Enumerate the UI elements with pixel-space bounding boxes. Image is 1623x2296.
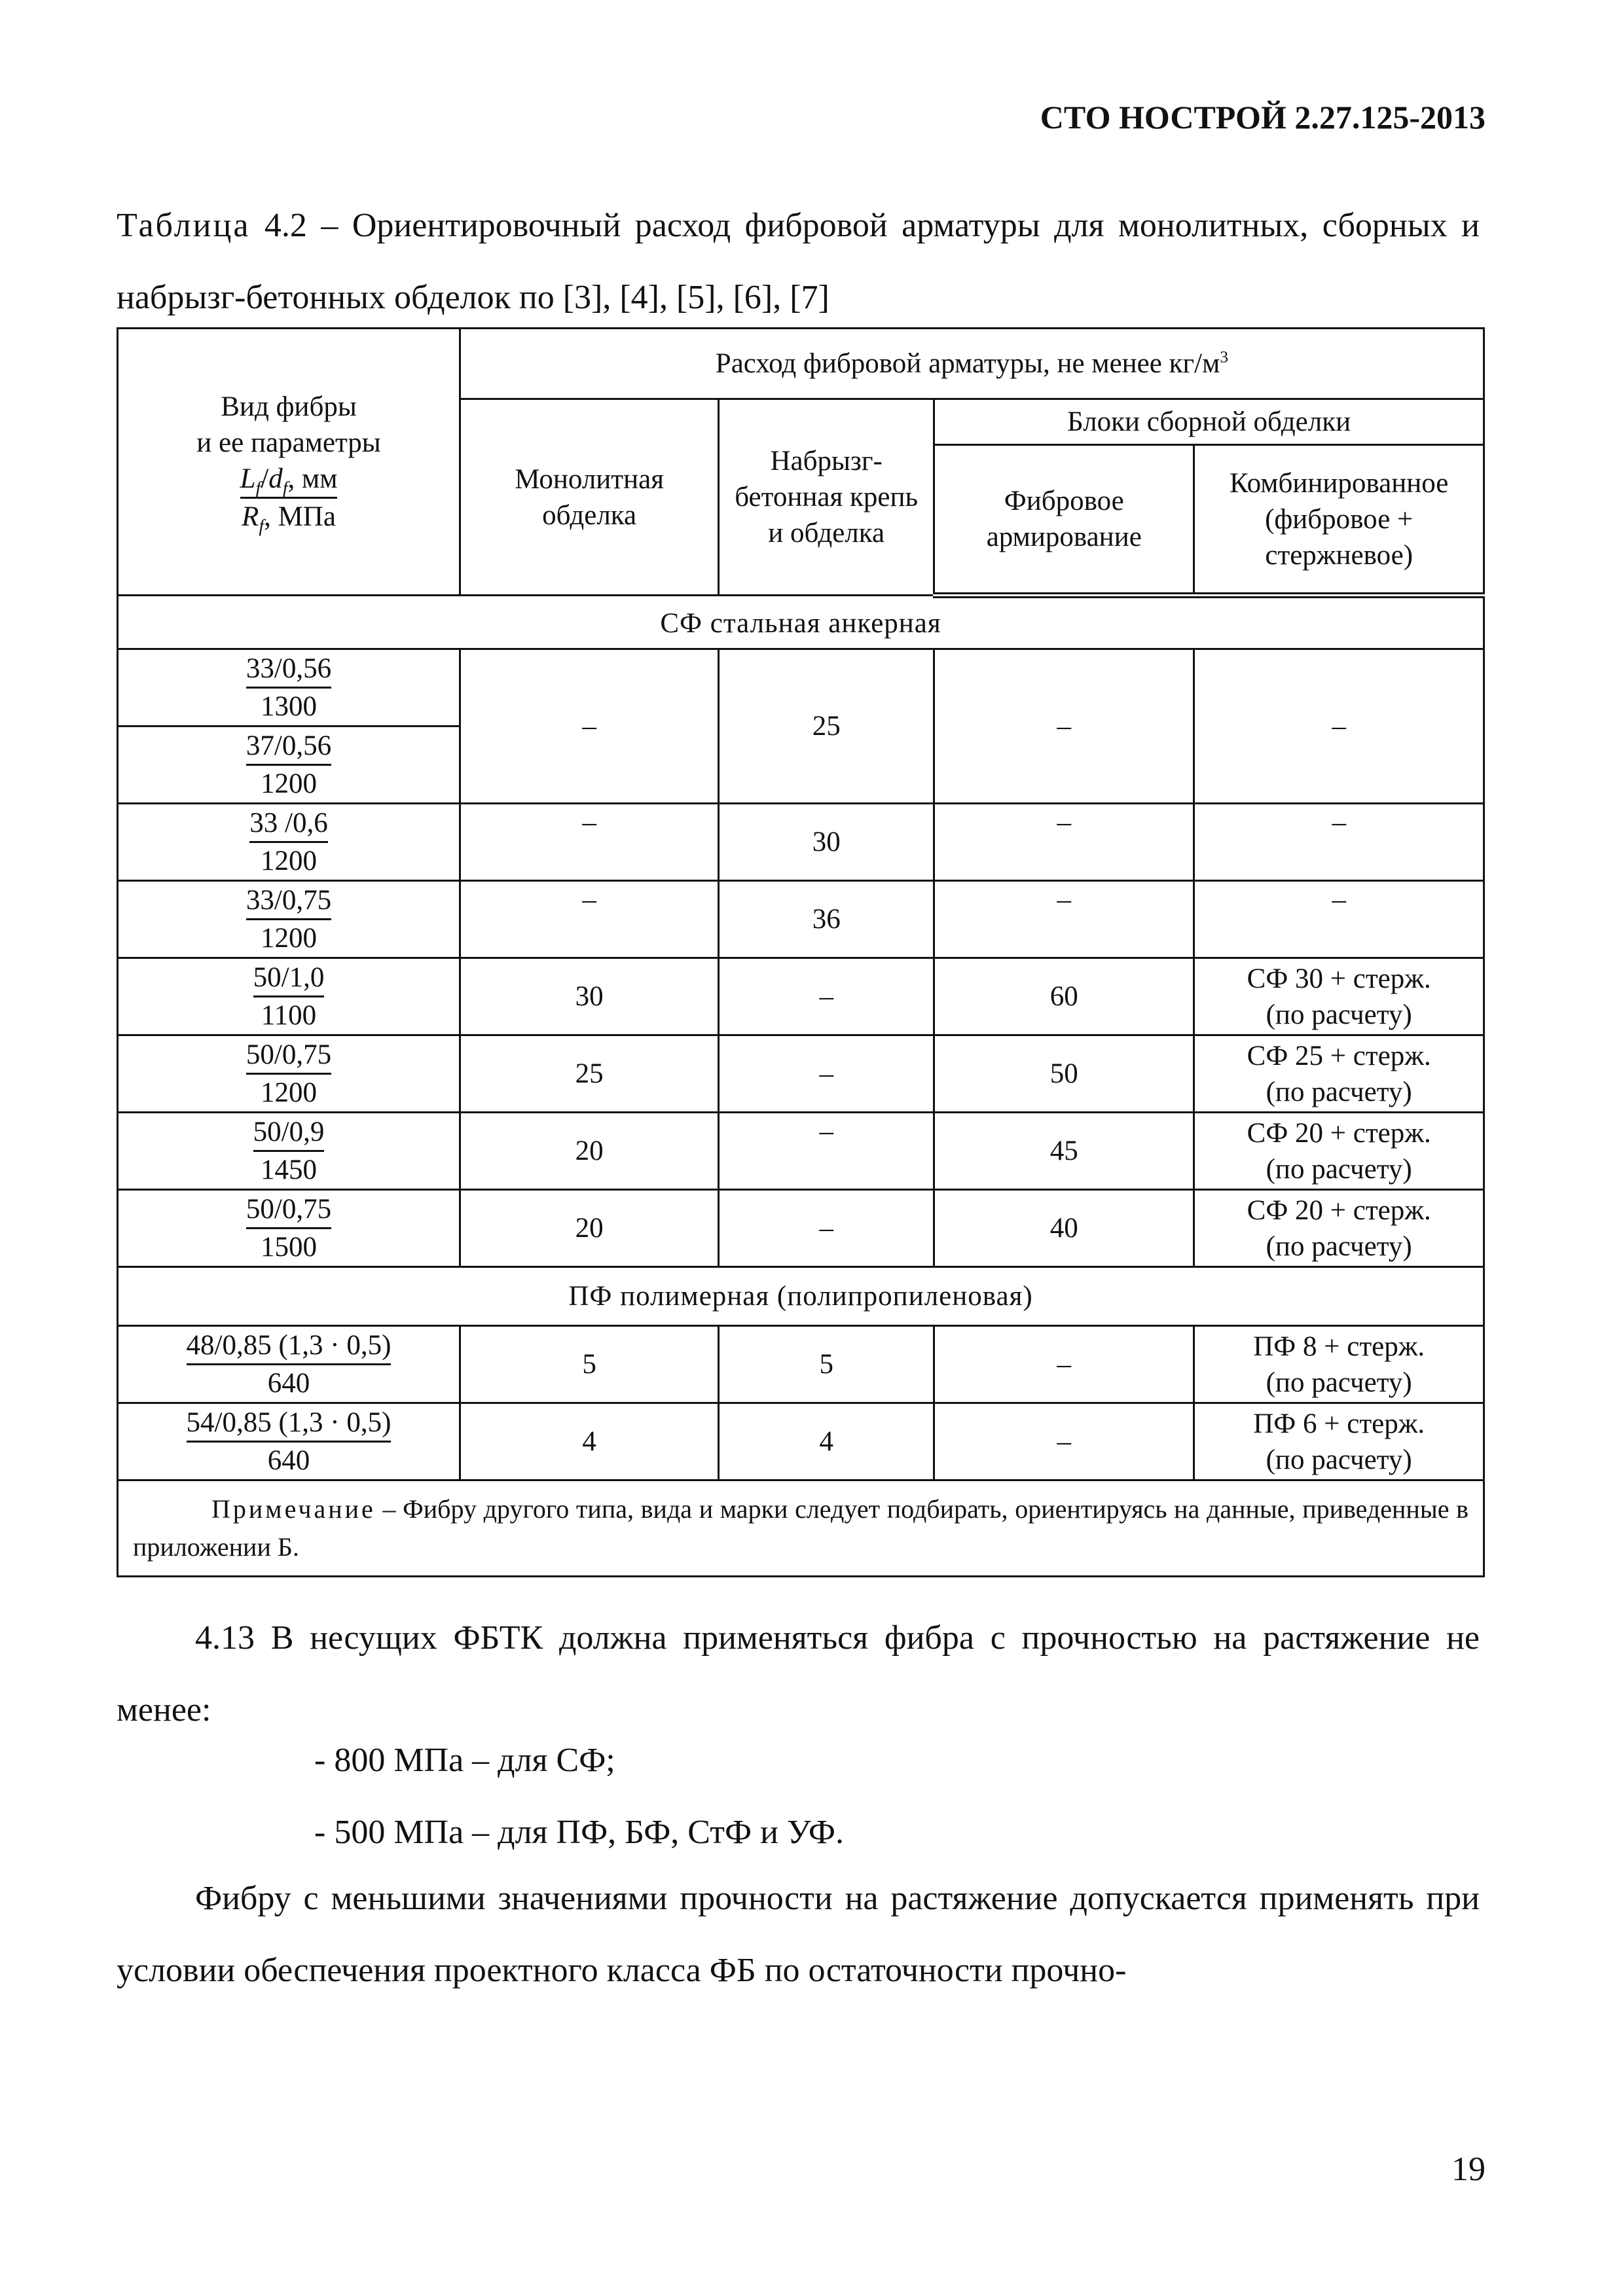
fiber-param-num: 54/0,85 (1,3 · 0,5)	[187, 1405, 392, 1443]
combined-line2: (по расчету)	[1266, 1076, 1412, 1107]
unit-mm: , мм	[287, 463, 338, 494]
cell-monolith: 20	[460, 1190, 718, 1267]
cell-combined	[1194, 1035, 1484, 1113]
combined-line2: (по расчету)	[1266, 999, 1412, 1030]
table-row-fiber	[118, 1190, 460, 1267]
symbol-d: d	[268, 463, 283, 494]
table-row-fiber	[118, 1035, 460, 1113]
cell-monolith: –	[460, 804, 718, 881]
cell-spray: 36	[719, 881, 934, 958]
fiber-param-num: 33 /0,6	[249, 805, 327, 843]
combined-line2: (по расчету)	[1266, 1230, 1412, 1262]
combined-line2: (по расчету)	[1266, 1367, 1412, 1398]
fiber-param-den: 1200	[260, 1077, 317, 1108]
header-consumption-sup: 3	[1220, 347, 1229, 367]
cell-fiber: –	[934, 1403, 1194, 1480]
cell-monolith: 4	[460, 1403, 718, 1480]
table-row-fiber	[118, 804, 460, 881]
fiber-param-den: 1500	[260, 1232, 317, 1263]
document-code: СТО НОСТРОЙ 2.27.125-2013	[1040, 99, 1486, 135]
combined-line1: СФ 30 + стерж.	[1247, 963, 1431, 994]
fiber-consumption-table	[117, 327, 1485, 1577]
cell-fiber: –	[934, 1326, 1194, 1403]
cell-combined	[1194, 1113, 1484, 1190]
unit-mpa: , МПа	[264, 501, 336, 532]
symbol-l-sub: f	[255, 478, 261, 499]
symbol-sep: /	[261, 463, 269, 494]
paragraph-4-13: 4.13 В несущих ФБТК должна применяться фибра с прочностью на растяжение не менее:	[117, 1619, 1480, 1729]
table-caption-text: 4.2 – Ориентировочный расход фибровой арматуры для монолитных, сборных и набрызг-бетонных обделок по [3], [4], [5], [6], [7]	[117, 207, 1480, 316]
cell-fiber: 60	[934, 958, 1194, 1035]
header-fiber-line1: Вид фибры	[221, 391, 357, 422]
table-caption-label: Таблица	[117, 207, 251, 244]
table-caption	[117, 190, 1480, 334]
fiber-param-den: 1450	[260, 1155, 317, 1185]
fiber-param-num: 50/0,75	[246, 1037, 331, 1075]
combined-line1: СФ 25 + стерж.	[1247, 1040, 1431, 1071]
cell-fiber: 50	[934, 1035, 1194, 1113]
combined-line1: ПФ 8 + стерж.	[1253, 1331, 1425, 1362]
cell-combined: –	[1194, 804, 1484, 881]
symbol-r: R	[242, 501, 259, 532]
fiber-param-den: 1100	[261, 1000, 317, 1031]
table-row-fiber	[118, 881, 460, 958]
header-blocks: Блоки сборной обделки	[934, 399, 1484, 445]
table-note	[118, 1480, 1484, 1577]
cell-spray: 5	[719, 1326, 934, 1403]
cell-fiber: 40	[934, 1190, 1194, 1267]
fiber-param-den: 1200	[260, 768, 317, 799]
table-row-fiber	[118, 726, 460, 804]
cell-spray: 4	[719, 1403, 934, 1480]
cell-combined: –	[1194, 881, 1484, 958]
header-fiber-line2: и ее параметры	[196, 427, 381, 458]
fiber-param-den: 640	[267, 1445, 310, 1476]
fiber-param-num: 50/0,9	[253, 1114, 325, 1152]
fiber-param-num: 48/0,85 (1,3 · 0,5)	[187, 1327, 392, 1365]
section-steel: СФ стальная анкерная	[118, 596, 1484, 649]
fiber-param-den: 1300	[260, 691, 317, 722]
cell-combined	[1194, 958, 1484, 1035]
symbol-d-sub: f	[282, 478, 288, 499]
cell-combined	[1194, 1326, 1484, 1403]
cell-monolith: 20	[460, 1113, 718, 1190]
paragraph-last: Фибру с меньшими значениями прочности на растяжение допускается применять при условии обеспечения проектного класса ФБ по остаточности прочно-	[117, 1880, 1480, 1989]
cell-monolith: –	[460, 881, 718, 958]
section-polymer: ПФ полимерная (полипропиленовая)	[118, 1267, 1484, 1326]
combined-line2: (по расчету)	[1266, 1444, 1412, 1475]
header-monolith: Монолитная обделка	[460, 399, 718, 596]
cell-spray: –	[719, 1190, 934, 1267]
header-fiber-fraction	[240, 461, 338, 535]
table-row-fiber	[118, 1326, 460, 1403]
fiber-param-num: 33/0,56	[246, 651, 331, 689]
fiber-param-den: 640	[267, 1368, 310, 1399]
combined-line1: СФ 20 + стерж.	[1247, 1117, 1431, 1149]
symbol-r-sub: f	[259, 516, 264, 537]
cell-spray: –	[719, 1035, 934, 1113]
fiber-param-den: 1200	[260, 923, 317, 954]
header-consumption-group	[460, 329, 1484, 399]
combined-line1: СФ 20 + стерж.	[1247, 1194, 1431, 1226]
page-number: 19	[1451, 2151, 1486, 2188]
table-note-text: – Фибру другого типа, вида и марки следует подбирать, ориентируясь на данные, приведенные в приложении Б.	[133, 1494, 1468, 1562]
combined-line1: ПФ 6 + стерж.	[1253, 1408, 1425, 1439]
cell-monolith: –	[460, 649, 718, 804]
fiber-param-den: 1200	[260, 846, 317, 876]
cell-monolith: 30	[460, 958, 718, 1035]
cell-spray: –	[719, 1113, 934, 1190]
table-row-fiber	[118, 1403, 460, 1480]
cell-monolith: 25	[460, 1035, 718, 1113]
cell-spray: –	[719, 958, 934, 1035]
header-fiber-type	[118, 329, 460, 596]
fiber-param-num: 37/0,56	[246, 728, 331, 766]
cell-spray: 30	[719, 804, 934, 881]
table-row-fiber	[118, 649, 460, 726]
header-fiber-reinforcement: Фибровое армирование	[934, 445, 1194, 596]
table-row-fiber	[118, 1113, 460, 1190]
fiber-param-num: 50/0,75	[246, 1191, 331, 1229]
combined-line2: (по расчету)	[1266, 1153, 1412, 1185]
cell-combined	[1194, 1190, 1484, 1267]
cell-monolith: 5	[460, 1326, 718, 1403]
table-row-fiber	[118, 958, 460, 1035]
header-spray: Набрызг-бетонная крепь и обделка	[719, 399, 934, 596]
header-consumption-text: Расход фибровой арматуры, не менее кг/м	[715, 348, 1220, 379]
header-combined: Комбинированное (фибровое + стержневое)	[1194, 445, 1484, 596]
cell-combined: –	[1194, 649, 1484, 804]
fiber-param-num: 50/1,0	[253, 960, 325, 997]
cell-fiber: 45	[934, 1113, 1194, 1190]
list-item-1: - 800 МПа – для СФ;	[314, 1742, 615, 1779]
cell-fiber: –	[934, 881, 1194, 958]
fiber-param-num: 33/0,75	[246, 882, 331, 920]
cell-spray: 25	[719, 649, 934, 804]
cell-fiber: –	[934, 649, 1194, 804]
symbol-l: L	[240, 463, 256, 494]
table-note-label: Примечание	[211, 1494, 376, 1524]
cell-combined	[1194, 1403, 1484, 1480]
list-item-2: - 500 МПа – для ПФ, БФ, СтФ и УФ.	[314, 1814, 844, 1851]
cell-fiber: –	[934, 804, 1194, 881]
